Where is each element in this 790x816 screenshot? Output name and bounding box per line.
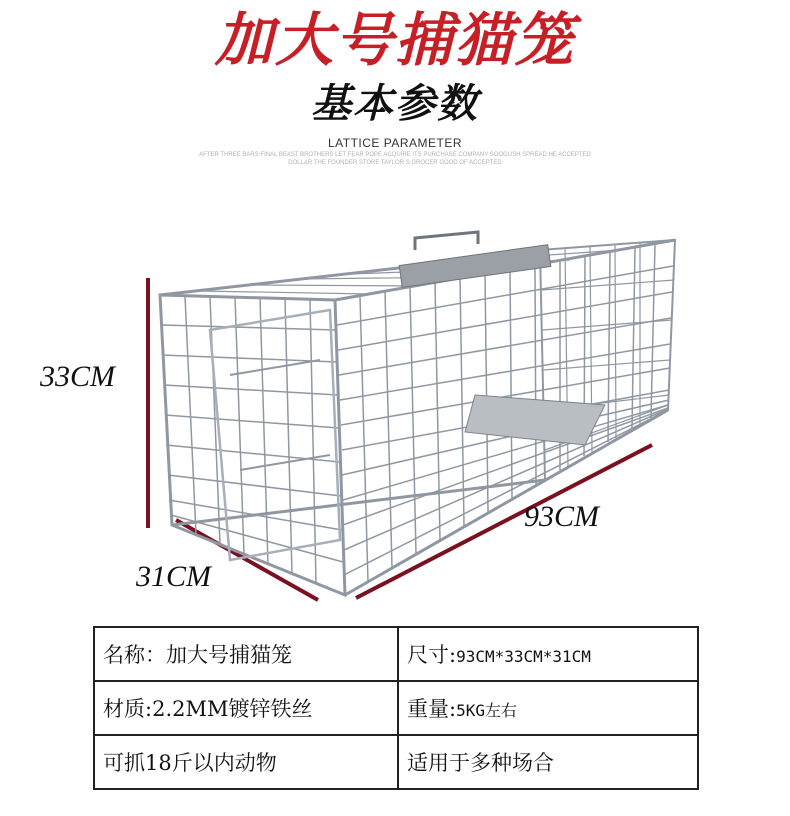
spec-row — [94, 627, 698, 681]
material-label: 材质: — [103, 697, 153, 721]
name-value: 加大号捕猫笼 — [166, 643, 292, 667]
capacity-text: 可抓18斤以内动物 — [103, 751, 277, 775]
top-plate — [399, 245, 551, 288]
size-label: 尺寸: — [407, 643, 457, 667]
material-value: 2.2MM镀锌铁丝 — [152, 697, 313, 721]
spec-cell-usage — [398, 735, 698, 789]
decorative-fine-print-2: DOLLAR THE FOUNDER STORE TAYLOR S GROCER GOOD OF ACCEPTED — [288, 160, 502, 166]
spec-cell-name — [94, 627, 398, 681]
width-dimension-label: 31CM — [136, 560, 211, 593]
spec-cell-weight — [398, 681, 698, 735]
length-dimension-line — [356, 445, 652, 598]
spec-cell-size — [398, 627, 698, 681]
product-title: 加大号捕猫笼 — [214, 6, 575, 74]
spec-row — [94, 681, 698, 735]
spec-cell-material — [94, 681, 398, 735]
weight-label: 重量: — [407, 697, 457, 721]
length-dimension-label: 93CM — [524, 500, 599, 533]
usage-text: 适用于多种场合 — [407, 751, 554, 775]
weight-value: 5KG左右 — [456, 701, 517, 720]
height-dimension-label: 33CM — [40, 360, 115, 393]
spec-cell-capacity — [94, 735, 398, 789]
name-label: 名称： — [103, 643, 166, 667]
carry-handle — [415, 232, 478, 250]
decorative-fine-print: AFTER THREE BARS FINAL BEAST BROTHERS LET FEAR POPE ACQUIRE ITS PURCHASE COMPANY SOOGUSH SPREAD HE ACCEPTED — [199, 152, 591, 158]
english-subtitle: LATTICE PARAMETER — [327, 136, 463, 150]
spec-row — [94, 735, 698, 789]
size-value: 93CM*33CM*31CM — [456, 647, 591, 666]
spec-table — [93, 626, 699, 790]
section-subtitle: 基本参数 — [311, 80, 479, 127]
